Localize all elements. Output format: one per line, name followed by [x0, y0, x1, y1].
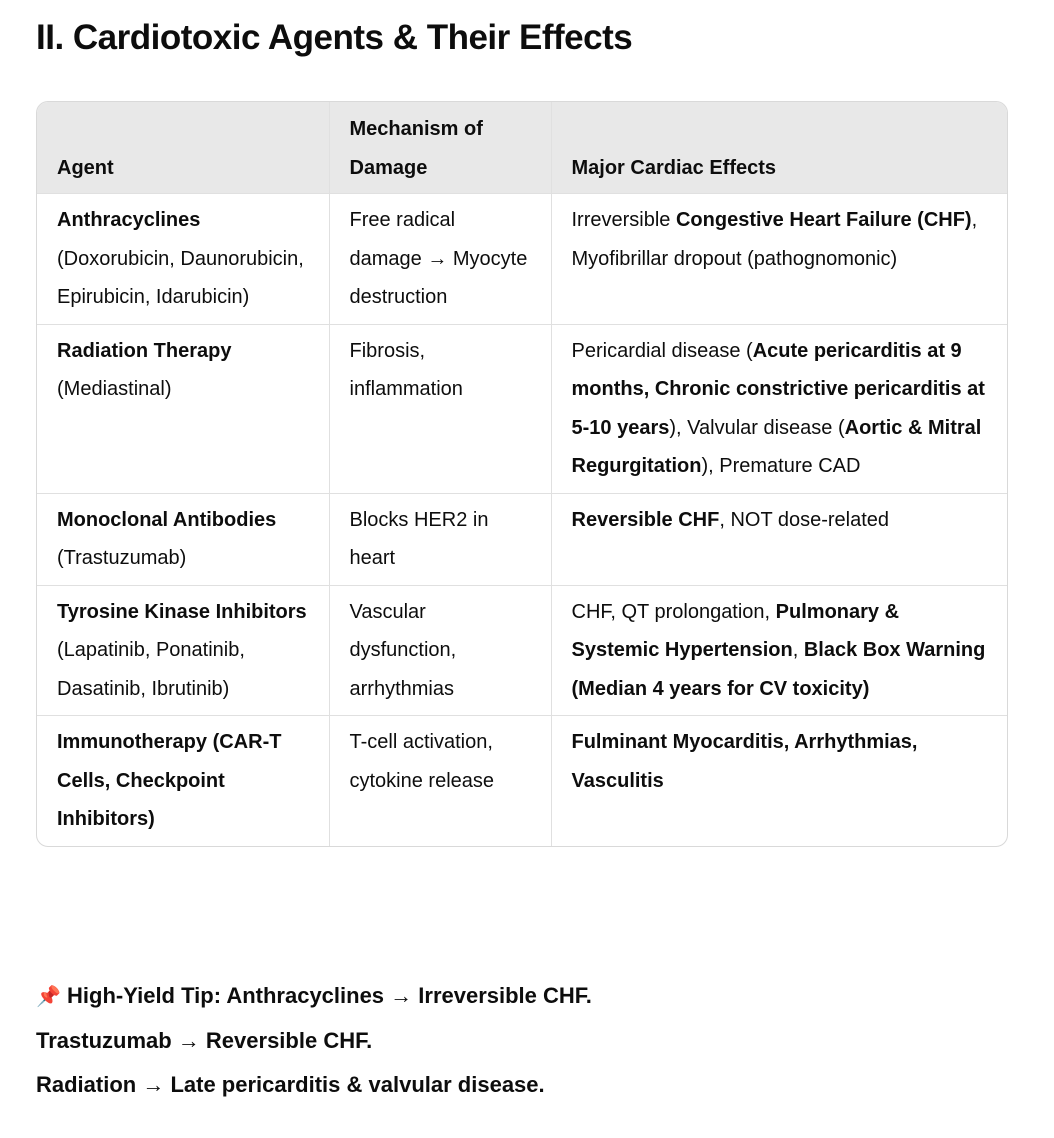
text: ), Valvular disease (	[669, 416, 845, 439]
mechanism-cell	[329, 194, 551, 325]
agent-cell	[37, 493, 329, 585]
table-row	[37, 194, 1007, 325]
text: , NOT dose-related	[719, 508, 890, 531]
text: CHF, QT prolongation,	[571, 600, 776, 623]
bold-text: Anthracyclines	[57, 209, 201, 231]
pushpin-icon: 📌	[36, 986, 61, 1008]
text: (Trastuzumab)	[57, 547, 187, 569]
tip-line: Radiation → Late pericarditis & valvular disease.	[36, 1072, 545, 1097]
header-mechanism: Mechanism of Damage	[329, 102, 551, 194]
text: , Myofibrillar dropout (pathognomonic)	[571, 209, 978, 270]
bold-text: Tyrosine Kinase Inhibitors	[57, 600, 307, 623]
table-row	[37, 585, 1007, 716]
section-title: II. Cardiotoxic Agents & Their Effects	[36, 18, 633, 57]
text: ), Premature CAD	[701, 455, 861, 477]
agent-cell	[37, 716, 329, 846]
mechanism-cell	[329, 493, 551, 585]
bold-text: Monoclonal Antibodies	[57, 508, 277, 531]
table-header-row	[37, 102, 1007, 194]
table-row	[37, 324, 1007, 493]
tip-text: High-Yield Tip: Anthracyclines → Irreversible CHF.	[67, 983, 592, 1008]
bold-text: Reversible CHF	[571, 508, 720, 531]
text: (Lapatinib, Ponatinib, Dasatinib, Ibrutinib)	[57, 639, 245, 700]
text: ,	[792, 639, 804, 661]
bold-text: Fulminant Myocarditis, Arrhythmias, Vasculitis	[571, 731, 918, 792]
tip-line: Trastuzumab → Reversible CHF.	[36, 1028, 373, 1053]
effects-cell	[551, 493, 1007, 585]
agent-cell	[37, 194, 329, 325]
effects-cell	[551, 324, 1007, 493]
mechanism-cell	[329, 324, 551, 493]
bold-text: Immunotherapy (CAR-T Cells, Checkpoint Inhibitors)	[57, 731, 282, 830]
mechanism-cell	[329, 716, 551, 846]
high-yield-tip	[36, 974, 592, 1107]
header-agent: Agent	[37, 102, 329, 194]
tip-line	[36, 974, 592, 1019]
text: Irreversible	[571, 209, 676, 231]
text: Vascular dysfunction, arrhythmias	[349, 600, 457, 700]
bold-text: Acute pericarditis at 9 months, Chronic constrictive pericarditis at 5-10 years	[571, 339, 985, 439]
agent-cell	[37, 324, 329, 493]
text: T-cell activation, cytokine release	[349, 731, 495, 792]
bold-text: Aortic & Mitral Regurgitation	[571, 416, 982, 477]
effects-cell	[551, 716, 1007, 846]
bold-text: Radiation Therapy	[57, 339, 232, 362]
text: Fibrosis, inflammation	[349, 339, 463, 400]
mechanism-cell	[329, 585, 551, 716]
agent-cell	[37, 585, 329, 716]
bold-text: Congestive Heart Failure (CHF)	[675, 209, 972, 231]
table-row	[37, 493, 1007, 585]
effects-cell	[551, 585, 1007, 716]
text: Pericardial disease (	[571, 339, 753, 362]
header-effects: Major Cardiac Effects	[551, 102, 1007, 194]
effects-cell	[551, 194, 1007, 325]
table-row	[37, 716, 1007, 846]
bold-text: Pulmonary & Systemic Hypertension	[571, 600, 900, 661]
text: (Doxorubicin, Daunorubicin, Epirubicin, Idarubicin)	[57, 247, 304, 308]
text: Blocks HER2 in heart	[349, 508, 489, 569]
text: (Mediastinal)	[57, 378, 172, 400]
cardiotoxic-agents-table	[36, 101, 1008, 847]
text: Free radical damage → Myocyte destruction	[349, 209, 528, 308]
bold-text: Black Box Warning (Median 4 years for CV toxicity)	[571, 639, 986, 700]
